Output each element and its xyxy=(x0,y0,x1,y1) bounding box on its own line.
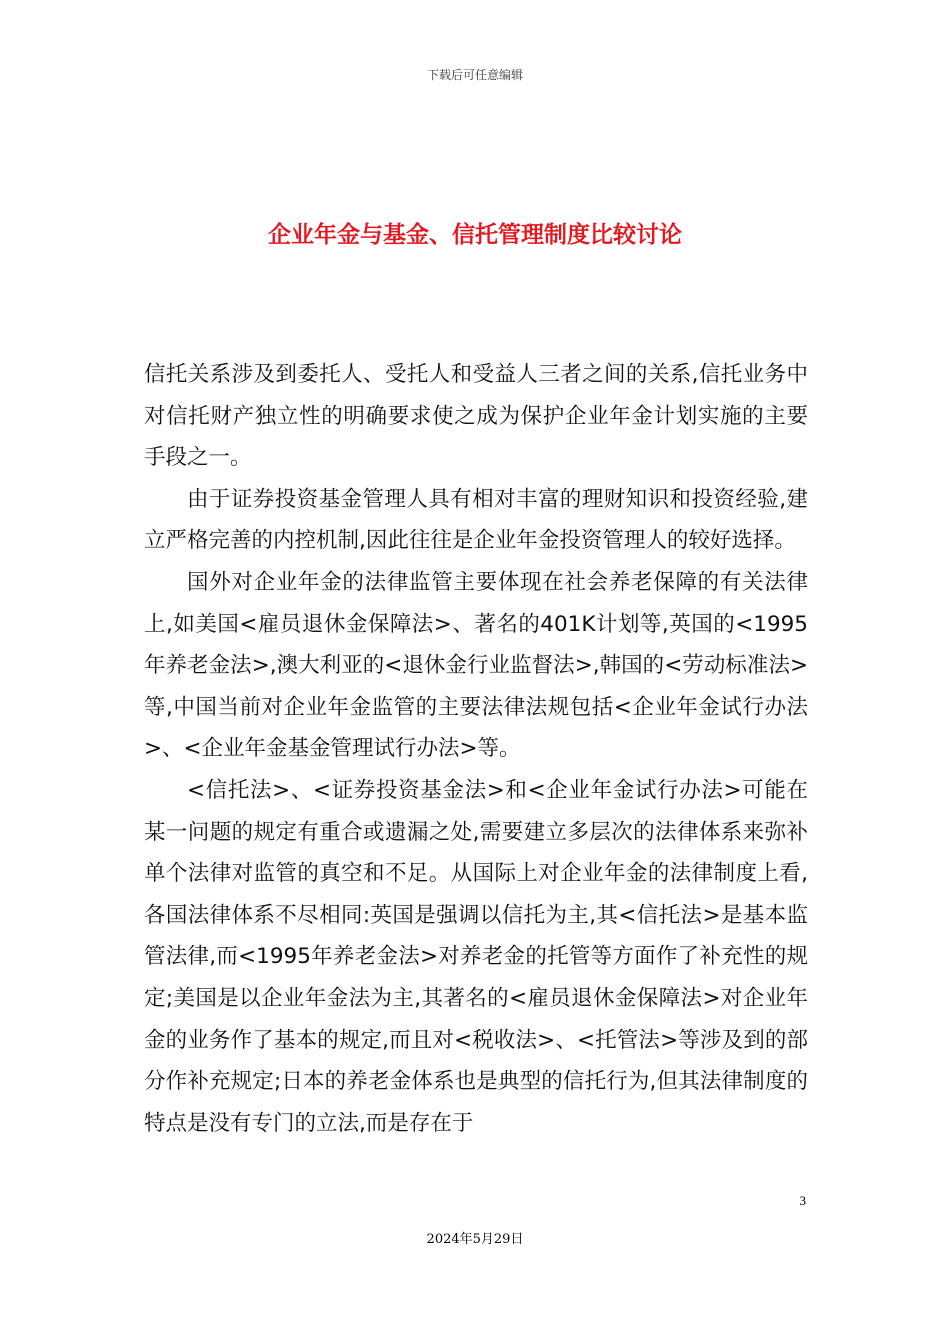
document-title: 企业年金与基金、信托管理制度比较讨论 xyxy=(268,222,682,248)
document-body xyxy=(144,354,808,1144)
footer-date: 2024年5月29日 xyxy=(426,1232,524,1247)
page-number: 3 xyxy=(799,1193,806,1208)
paragraph-3: 国外对企业年金的法律监管主要体现在社会养老保障的有关法律上,如美国<雇员退休金保障法>、著名的401K计划等,英国的<1995年养老金法>,澳大利亚的<退休金行业监督法>,韩国的<劳动标准法>等,中国当前对企业年金监管的主要法律法规包括<企业年金试行办法>、<企业年金基金管理试行办法>等。 xyxy=(144,569,808,762)
header-note: 下载后可任意编辑 xyxy=(426,68,523,82)
paragraph-1: 信托关系涉及到委托人、受托人和受益人三者之间的关系,信托业务中对信托财产独立性的明确要求使之成为保护企业年金计划实施的主要手段之一。 xyxy=(144,362,808,471)
paragraph-4: <信托法>、<证券投资基金法>和<企业年金试行办法>可能在某一问题的规定有重合或遗漏之处,需要建立多层次的法律体系来弥补单个法律对监管的真空和不足。从国际上对企业年金的法律制度上看,各国法律体系不尽相同:英国是强调以信托为主,其<信托法>是基本监管法律,而<1995年养老金法>对养老金的托管等方面作了补充性的规定;美国是以企业年金法为主,其著名的<雇员退休金保障法>对企业年金的业务作了基本的规定,而且对<税收法>、<托管法>等涉及到的部分作补充规定;日本的养老金体系也是典型的信托行为,但其法律制度的特点是没有专门的立法,而是存在于 xyxy=(144,777,808,1136)
paragraph-2: 由于证券投资基金管理人具有相对丰富的理财知识和投资经验,建立严格完善的内控机制,因此往往是企业年金投资管理人的较好选择。 xyxy=(144,486,808,554)
